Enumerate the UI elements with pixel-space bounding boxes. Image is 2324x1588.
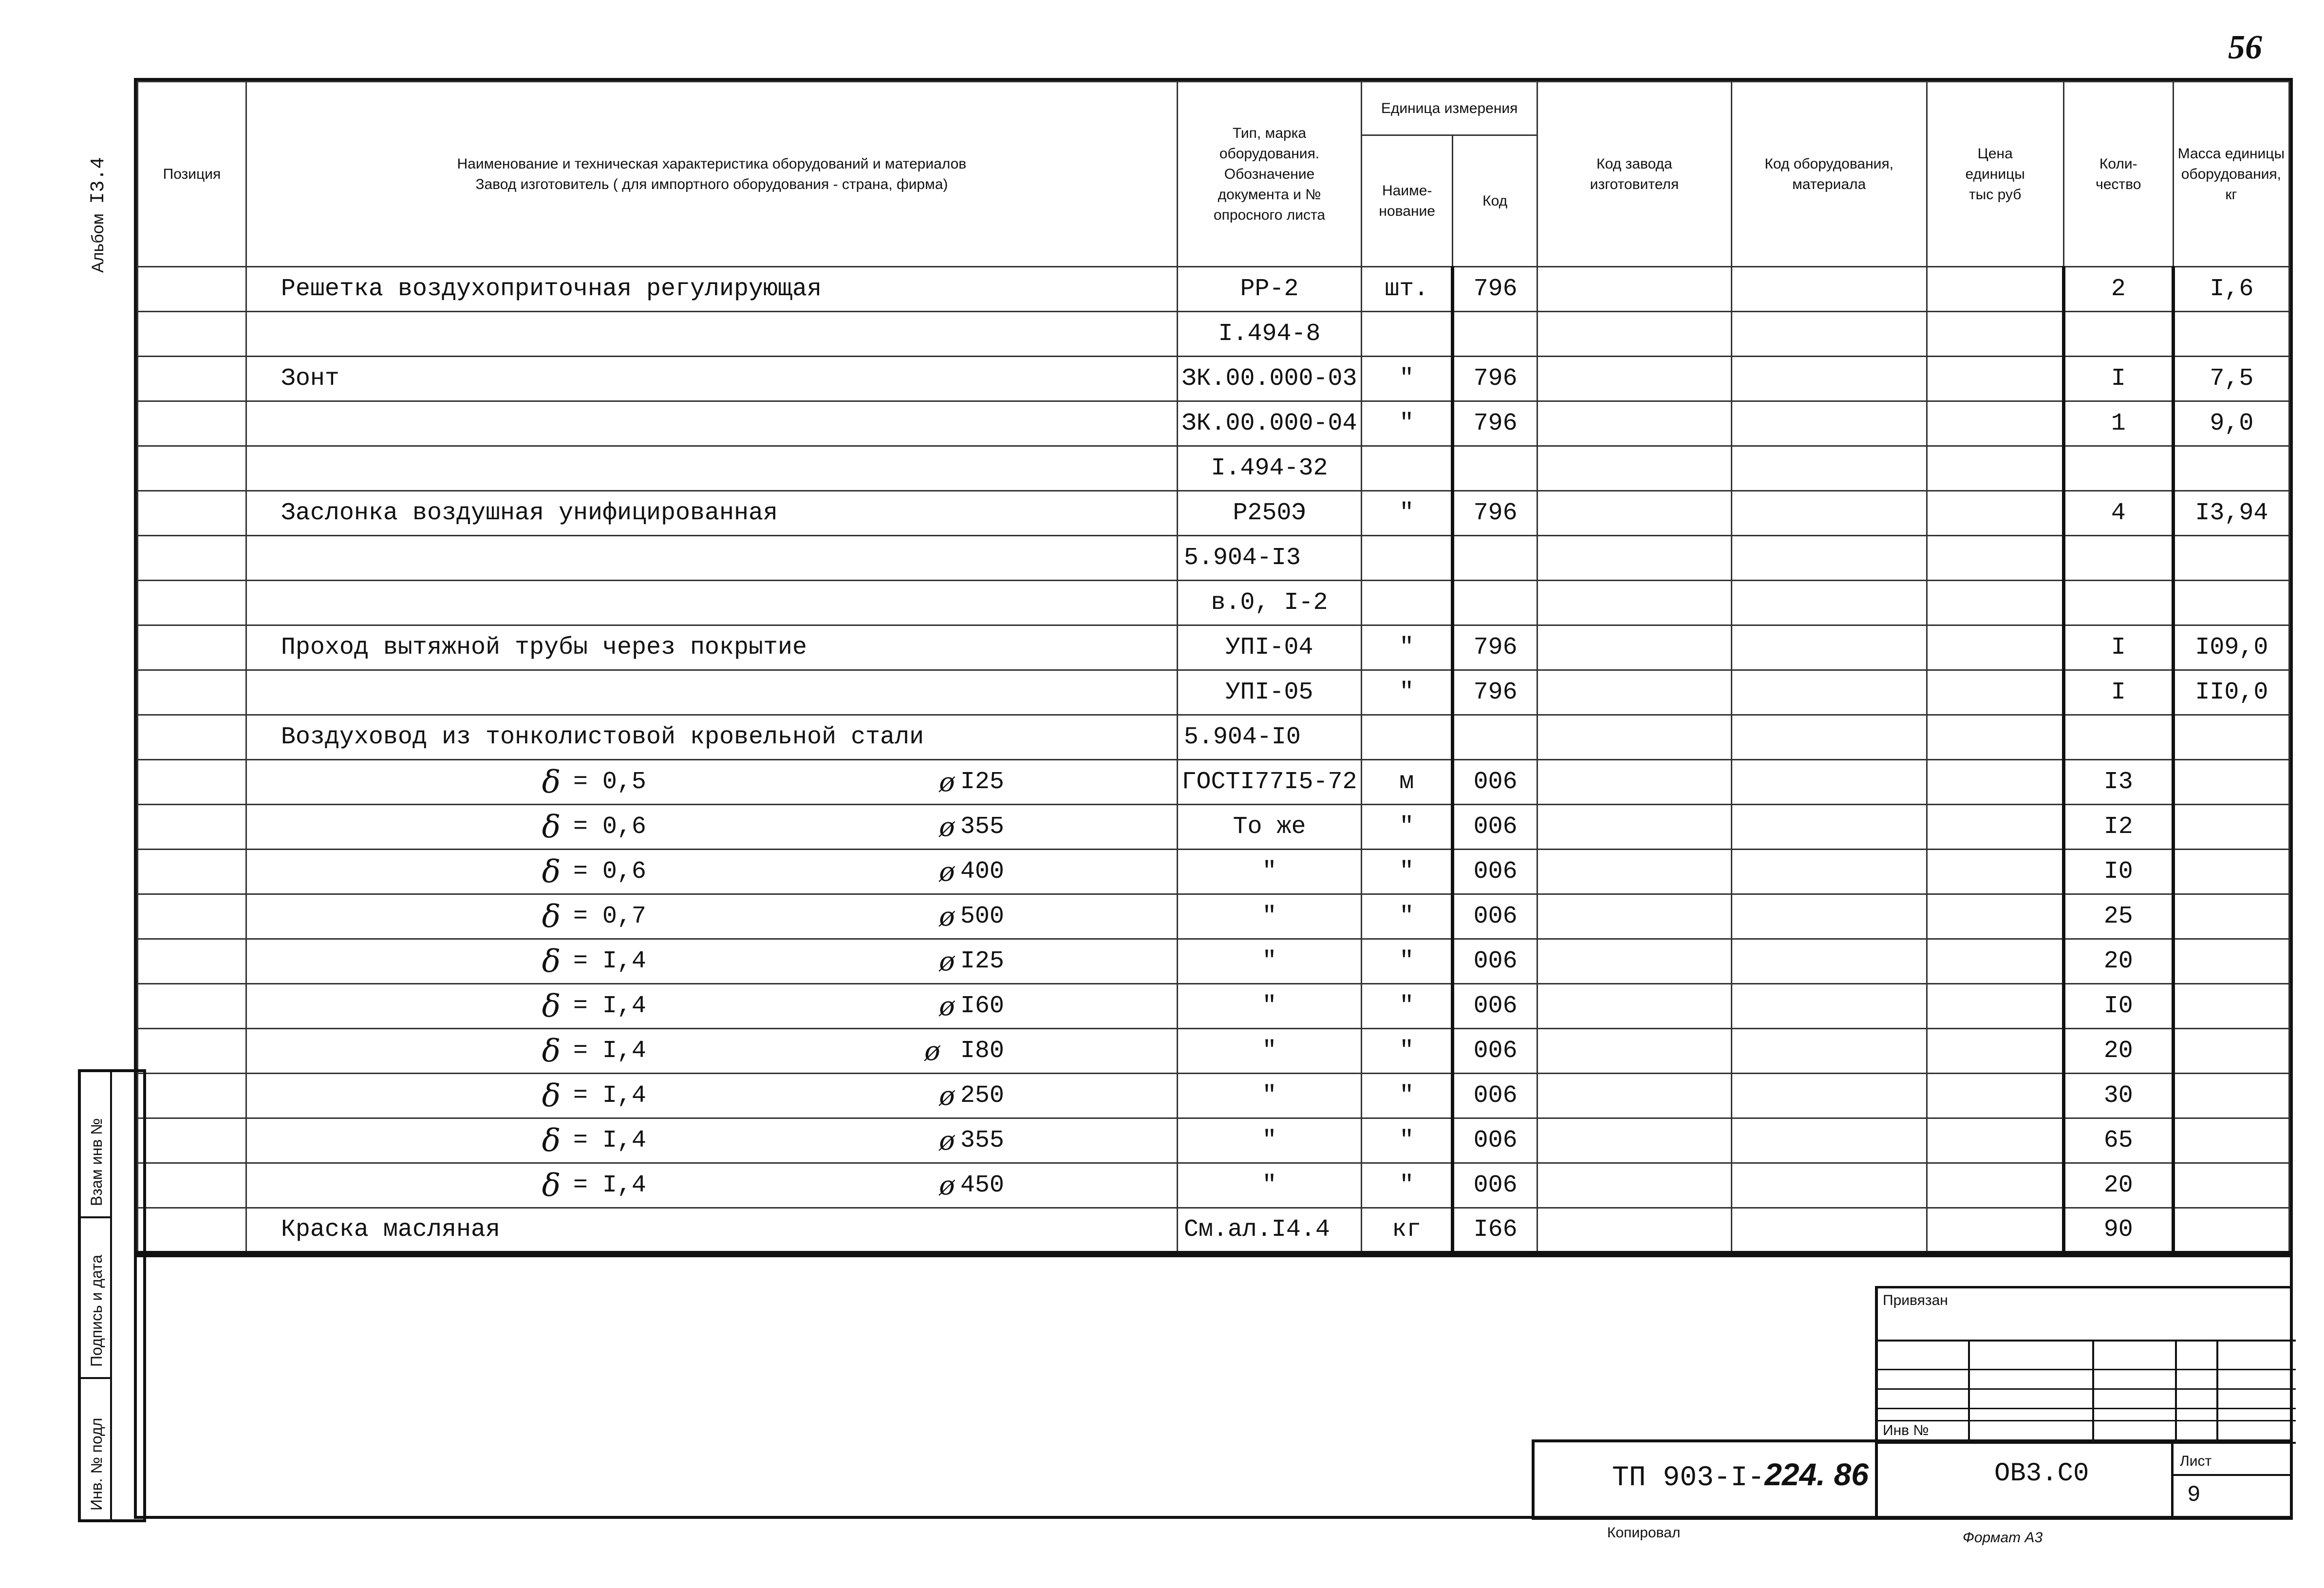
item-mass: II0,0 — [2173, 670, 2289, 715]
diameter-icon: ø — [924, 1036, 940, 1066]
item-unit: " — [1362, 1118, 1453, 1163]
item-name — [246, 312, 1177, 357]
item-mass: I,6 — [2173, 267, 2289, 312]
item-code: 796 — [1453, 357, 1537, 401]
item-mass: I3,94 — [2173, 491, 2289, 536]
sheet-cell-divider — [2171, 1474, 2293, 1476]
grid-line — [2175, 1340, 2177, 1442]
item-code: 796 — [1453, 491, 1537, 536]
duct-spec — [246, 760, 1177, 805]
header-unit-group: Единица измерения — [1362, 82, 1537, 135]
header-name — [246, 82, 1177, 267]
item-code: 006 — [1453, 1118, 1537, 1163]
table-row — [138, 312, 2289, 357]
duct-spec — [246, 984, 1177, 1029]
item-mass — [2173, 312, 2289, 357]
table-row — [138, 670, 2289, 715]
table-row — [138, 491, 2289, 536]
item-qty: I3 — [2063, 760, 2173, 805]
item-unit: " — [1362, 850, 1453, 894]
duct-spec — [246, 1074, 1177, 1118]
diameter-icon: ø — [939, 767, 955, 797]
grid-line — [1878, 1420, 2296, 1421]
item-name: Решетка воздухоприточная регулирующая — [246, 267, 1177, 312]
document-code — [1612, 1456, 1869, 1494]
item-unit: " — [1362, 625, 1453, 670]
item-mass — [2173, 536, 2289, 581]
item-code: 006 — [1453, 1029, 1537, 1074]
table-row — [138, 581, 2289, 625]
specification-sheet — [134, 78, 2293, 1257]
diameter-icon: ø — [939, 1125, 955, 1156]
strip-cell-swap — [81, 1072, 110, 1218]
diameter-icon: ø — [939, 901, 955, 932]
diameter-icon: ø — [939, 991, 955, 1021]
item-type: " — [1177, 894, 1361, 939]
item-qty — [2063, 536, 2173, 581]
item-qty — [2063, 312, 2173, 357]
item-unit — [1362, 312, 1453, 357]
grid-line — [2092, 1340, 2094, 1442]
album-label — [88, 127, 122, 273]
duct-thickness: = I,4 — [573, 1172, 646, 1199]
diameter-icon: ø — [939, 812, 955, 842]
item-type: " — [1177, 850, 1361, 894]
item-type: I.494-32 — [1177, 446, 1361, 491]
duct-diameter: 355 — [960, 813, 1004, 841]
header-unit-mass: Масса единицы оборудования, кг — [2173, 82, 2289, 267]
item-type: " — [1177, 1029, 1361, 1074]
item-unit: " — [1362, 939, 1453, 984]
duct-thickness: = 0,7 — [573, 903, 646, 930]
strip-label-signature: Подпись и дата — [88, 1254, 105, 1367]
item-code: 796 — [1453, 625, 1537, 670]
item-type: " — [1177, 1074, 1361, 1118]
album-text: Альбом — [89, 213, 107, 273]
item-unit: " — [1362, 1163, 1453, 1208]
grid-line — [1878, 1388, 2296, 1390]
item-type: УПI-04 — [1177, 625, 1361, 670]
item-name: Зонт — [246, 357, 1177, 401]
item-code: 006 — [1453, 1163, 1537, 1208]
table-row — [138, 446, 2289, 491]
duct-diameter: 500 — [960, 903, 1004, 930]
item-code: 006 — [1453, 760, 1537, 805]
item-qty: I — [2063, 625, 2173, 670]
grid-line — [2216, 1340, 2218, 1442]
item-qty: I0 — [2063, 850, 2173, 894]
table-row — [138, 357, 2289, 401]
item-unit — [1362, 715, 1453, 760]
strip-cell-signature — [81, 1218, 110, 1379]
table-row — [138, 850, 2289, 894]
item-code — [1453, 581, 1537, 625]
item-qty: I0 — [2063, 984, 2173, 1029]
grid-line — [1968, 1340, 1970, 1442]
item-unit: м — [1362, 760, 1453, 805]
delta-symbol: δ — [542, 809, 561, 845]
table-row — [138, 1208, 2289, 1253]
item-mass — [2173, 715, 2289, 760]
item-name: Заслонка воздушная унифицированная — [246, 491, 1177, 536]
item-name: Воздуховод из тонколистовой кровельной стали — [246, 715, 1177, 760]
item-code: 006 — [1453, 805, 1537, 850]
item-qty — [2063, 446, 2173, 491]
doc-number: 224. 86 — [1764, 1457, 1869, 1492]
diameter-icon: ø — [939, 1170, 955, 1201]
item-type: ГОСТI77I5-72 — [1177, 760, 1361, 805]
item-name — [246, 446, 1177, 491]
item-type: " — [1177, 984, 1361, 1029]
table-row — [138, 1074, 2289, 1118]
item-qty: I2 — [2063, 805, 2173, 850]
item-code: 006 — [1453, 850, 1537, 894]
diameter-icon: ø — [939, 1080, 955, 1111]
item-code: 006 — [1453, 984, 1537, 1029]
item-unit: " — [1362, 894, 1453, 939]
item-type: 5.904-I0 — [1177, 715, 1361, 760]
item-code: 796 — [1453, 267, 1537, 312]
table-row — [138, 805, 2289, 850]
header-quantity: Коли-чество — [2063, 82, 2173, 267]
duct-thickness: = 0,5 — [573, 768, 646, 796]
specification-table — [137, 81, 2290, 1254]
table-row — [138, 939, 2289, 984]
item-code — [1453, 446, 1537, 491]
duct-spec — [246, 805, 1177, 850]
item-unit — [1362, 536, 1453, 581]
item-unit: " — [1362, 357, 1453, 401]
grid-line — [1878, 1369, 2296, 1370]
item-unit: " — [1362, 670, 1453, 715]
duct-spec — [246, 850, 1177, 894]
stamp-strip — [78, 1069, 146, 1522]
duct-diameter: I25 — [960, 947, 1004, 975]
item-unit: " — [1362, 1029, 1453, 1074]
copied-label: Копировал — [1607, 1525, 1681, 1541]
table-row — [138, 1118, 2289, 1163]
item-unit: " — [1362, 1074, 1453, 1118]
duct-spec — [246, 1029, 1177, 1074]
format-label: Формат А3 — [1963, 1530, 2043, 1546]
header-unit-name: Наиме-нование — [1362, 135, 1453, 267]
table-row — [138, 984, 2289, 1029]
header-position: Позиция — [138, 82, 246, 267]
table-row — [138, 625, 2289, 670]
delta-symbol: δ — [542, 943, 561, 980]
item-code: I66 — [1453, 1208, 1537, 1253]
header-unit-code: Код — [1453, 135, 1537, 267]
item-unit: " — [1362, 805, 1453, 850]
item-unit — [1362, 446, 1453, 491]
item-name: Проход вытяжной трубы через покрытие — [246, 625, 1177, 670]
table-row — [138, 401, 2289, 446]
item-qty: 25 — [2063, 894, 2173, 939]
duct-thickness: = I,4 — [573, 1037, 646, 1065]
item-unit: " — [1362, 491, 1453, 536]
delta-symbol: δ — [542, 1122, 561, 1159]
item-code — [1453, 536, 1537, 581]
diameter-icon: ø — [939, 946, 955, 977]
duct-spec — [246, 1163, 1177, 1208]
item-unit: " — [1362, 984, 1453, 1029]
item-mass: I09,0 — [2173, 625, 2289, 670]
header-factory-code: Код завода изготовителя — [1537, 82, 1732, 267]
bound-label: Привязан — [1883, 1292, 1948, 1308]
table-row — [138, 267, 2289, 312]
item-name — [246, 670, 1177, 715]
item-type: в.0, I-2 — [1177, 581, 1361, 625]
item-qty — [2063, 581, 2173, 625]
item-qty: I — [2063, 357, 2173, 401]
item-mass — [2173, 446, 2289, 491]
duct-thickness: = I,4 — [573, 947, 646, 975]
inv-label: Инв № — [1883, 1422, 1929, 1438]
item-code: 006 — [1453, 894, 1537, 939]
table-row — [138, 715, 2289, 760]
sheet-label: Лист — [2180, 1453, 2212, 1469]
item-qty: 20 — [2063, 1029, 2173, 1074]
doc-mark: ОВ3.С0 — [1994, 1459, 2089, 1489]
item-name — [246, 581, 1177, 625]
strip-label-swap: Взам инв № — [88, 1118, 105, 1206]
grid-line — [1878, 1408, 2296, 1409]
duct-diameter: 450 — [960, 1172, 1004, 1199]
item-type: I.494-8 — [1177, 312, 1361, 357]
duct-thickness: = I,4 — [573, 1127, 646, 1154]
item-mass — [2173, 581, 2289, 625]
item-type: УПI-05 — [1177, 670, 1361, 715]
item-type: РР-2 — [1177, 267, 1361, 312]
item-type: " — [1177, 939, 1361, 984]
item-code: 796 — [1453, 670, 1537, 715]
delta-symbol: δ — [542, 1167, 561, 1204]
sheet-cell-divider — [2171, 1442, 2174, 1517]
item-qty: 1 — [2063, 401, 2173, 446]
duct-diameter: I25 — [960, 768, 1004, 796]
item-qty: 30 — [2063, 1074, 2173, 1118]
delta-symbol: δ — [542, 853, 561, 890]
delta-symbol: δ — [542, 898, 561, 935]
delta-symbol: δ — [542, 764, 561, 800]
delta-symbol: δ — [542, 1033, 561, 1069]
duct-diameter: I80 — [960, 1037, 1004, 1065]
table-row — [138, 1163, 2289, 1208]
item-code — [1453, 312, 1537, 357]
item-mass: 7,5 — [2173, 357, 2289, 401]
item-qty: I — [2063, 670, 2173, 715]
item-unit — [1362, 581, 1453, 625]
header-name-line1: Наименование и техническая характеристика оборудований и материалов — [457, 155, 967, 172]
item-name — [246, 536, 1177, 581]
strip-divider — [110, 1072, 112, 1520]
item-type: " — [1177, 1118, 1361, 1163]
item-type: ЗК.00.000-03 — [1177, 357, 1361, 401]
item-mass: 9,0 — [2173, 401, 2289, 446]
item-name: Краска масляная — [246, 1208, 1177, 1253]
grid-line — [1878, 1340, 2296, 1342]
item-qty: 90 — [2063, 1208, 2173, 1253]
duct-thickness: = 0,6 — [573, 858, 646, 886]
table-row — [138, 1029, 2289, 1074]
strip-cell-inv — [81, 1379, 110, 1520]
duct-thickness: = 0,6 — [573, 813, 646, 841]
item-type: 5.904-I3 — [1177, 536, 1361, 581]
item-code: 006 — [1453, 939, 1537, 984]
doc-prefix: ТП 903-I- — [1612, 1462, 1765, 1494]
strip-label-inv: Инв. № подл — [88, 1418, 105, 1511]
duct-thickness: = I,4 — [573, 1082, 646, 1110]
table-row — [138, 760, 2289, 805]
delta-symbol: δ — [542, 1078, 561, 1114]
item-type: То же — [1177, 805, 1361, 850]
item-type: Р250Э — [1177, 491, 1361, 536]
page-number: 56 — [2228, 29, 2262, 66]
diameter-icon: ø — [939, 856, 955, 887]
item-qty: 4 — [2063, 491, 2173, 536]
item-unit: шт. — [1362, 267, 1453, 312]
item-qty — [2063, 715, 2173, 760]
album-value: I3.4 — [88, 157, 110, 204]
duct-spec — [246, 1118, 1177, 1163]
item-type: См.ал.I4.4 — [1177, 1208, 1361, 1253]
duct-diameter: 355 — [960, 1127, 1004, 1154]
item-name — [246, 401, 1177, 446]
table-row — [138, 894, 2289, 939]
item-qty: 20 — [2063, 1163, 2173, 1208]
duct-diameter: 250 — [960, 1082, 1004, 1110]
item-code: 796 — [1453, 401, 1537, 446]
item-type: " — [1177, 1163, 1361, 1208]
item-qty: 65 — [2063, 1118, 2173, 1163]
duct-thickness: = I,4 — [573, 992, 646, 1020]
header-equipment-code: Код оборудования, материала — [1731, 82, 1927, 267]
table-row — [138, 536, 2289, 581]
sheet-value: 9 — [2187, 1482, 2201, 1508]
item-unit: кг — [1362, 1208, 1453, 1253]
item-unit: " — [1362, 401, 1453, 446]
duct-diameter: I60 — [960, 992, 1004, 1020]
item-code — [1453, 715, 1537, 760]
item-type: ЗК.00.000-04 — [1177, 401, 1361, 446]
duct-diameter: 400 — [960, 858, 1004, 886]
header-type-mark: Тип, марка оборудования. Обозначение документа и № опросного листа — [1177, 82, 1361, 267]
duct-spec — [246, 894, 1177, 939]
item-qty: 2 — [2063, 267, 2173, 312]
item-qty: 20 — [2063, 939, 2173, 984]
header-name-line2: Завод изготовитель ( для импортного оборудования - страна, фирма) — [475, 176, 948, 192]
delta-symbol: δ — [542, 988, 561, 1024]
item-code: 006 — [1453, 1074, 1537, 1118]
duct-spec — [246, 939, 1177, 984]
header-unit-price: Цена единицы тыс руб — [1927, 82, 2063, 267]
